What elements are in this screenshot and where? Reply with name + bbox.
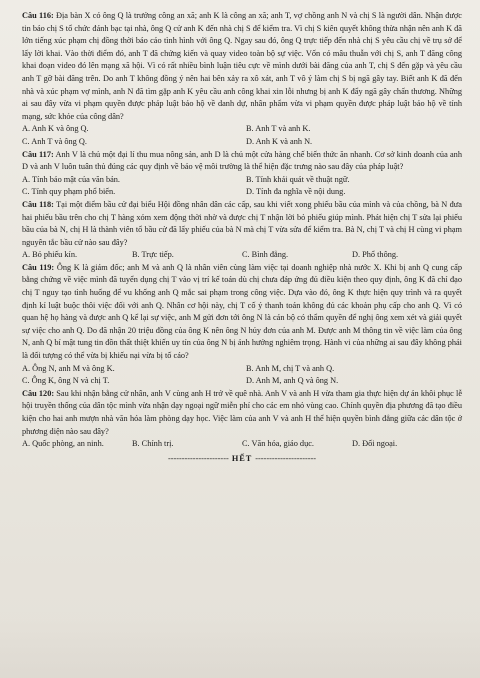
question-number: Câu 116: (22, 11, 54, 20)
option-a: A. Anh K và ông Q. (22, 124, 89, 134)
option-a: A. Tính bảo mật của văn bản. (22, 174, 120, 184)
answer-options (22, 249, 462, 262)
option-c: C. Tính quy phạm phổ biến. (22, 187, 116, 197)
question-number: Câu 118: (22, 199, 54, 209)
option-c: C. Văn hóa, giáo dục. (242, 439, 314, 449)
option-d: D. Tính đa nghĩa về nội dung. (246, 187, 346, 197)
option-c: C. Bình đẳng. (242, 250, 289, 260)
question-119 (22, 262, 462, 388)
option-a: A. Bỏ phiếu kín. (22, 250, 78, 260)
question-text: Ông K là giám đốc; anh M và anh Q là nhân viên cùng làm việc tại doanh nghiệp nhà nước X. Khi bị anh Q cung cấp bằng chứng về việc mình đã tuyển dụng chị T vào vị trí kế toán dù chị chưa đáp ứng đủ điều kiện theo quy định, ông K đã chỉ đạo chị T nguy tạo tình huống để vu khống anh Q mắc sai phạm trong công việc. Dựa vào đó, ông K thực hiện quy trình và ra quyết định kỉ luật buộc thôi việc đối với anh Q. Nhân cơ hội này, chị T cố ý thanh toán không đủ các khoản phụ cấp cho anh Q. Vì có quan hệ họ hàng và được anh Q kể lại sự việc, anh M gửi đơn tới ông N là cán bộ có thẩm quyền để nghị ông xem xét và giải quyết sự việc cho anh Q. Do đã nhận 20 triệu đồng của ông K nên ông N hủy đơn của anh M. Được anh M thông tin về việc làm của ông N, anh Q bí mật tung tin đồn thất thiệt khiến uy tín của ông N bị ảnh hưởng nghiêm trọng. Hành vi của những ai sau đây không phải là đối tượng có thể vừa bị khiếu nại vừa bị tố cáo? (22, 262, 462, 361)
question-116-stem (22, 10, 462, 123)
option-c: C. Ông K, ông N và chị T. (22, 376, 110, 386)
option-a: A. Quốc phòng, an ninh. (22, 439, 104, 449)
page-shadow (0, 618, 480, 678)
option-b: B. Anh T và anh K. (246, 124, 311, 134)
end-of-exam-marker (22, 453, 462, 466)
question-text: Sau khi nhận bằng cử nhân, anh V cùng anh H trở về quê nhà. Anh V và anh H vừa tham gia thực hiện dự án khôi phục lễ hội truyền thống của dân tộc mình vừa nhận dạy ngoại ngữ miễn phí cho các em nhỏ vùng cao. Chính quyền địa phương đã tạo điều kiện cho hai anh mượn nhà văn hóa làm phòng dạy học. Việc làm của anh V và anh H thể hiện quyền bình đẳng giữa các dân tộc ở phương diện nào sau đây? (22, 388, 463, 436)
question-number: Câu 119: (22, 262, 55, 272)
option-b: B. Anh M, chị T và anh Q. (246, 363, 335, 373)
question-117 (22, 149, 462, 199)
answer-options (22, 438, 462, 451)
question-117-stem (22, 149, 462, 174)
question-number: Câu 117: (22, 149, 54, 159)
question-text: Địa bàn X có ông Q là trưởng công an xã; anh K là công an xã; anh T, vợ chồng anh N và chị S là người dân. Nhận được tin báo chị S tổ chức đánh bạc tại nhà, ông Q cử anh K đến nhà chị S để kiểm tra. Vì chị S kiên quyết không thừa nhận nên anh K đã lớn tiếng xúc phạm chị đồng thời báo cáo tình hình với ông Q. Ngay sau đó, ông Q trực tiếp đến nhà chị S yêu cầu chị về trụ sở để lấy lời khai. Vào thời điểm đó, anh T đã chứng kiến và quay video toàn bộ sự việc. Vốn có mâu thuẫn với chị S, anh T đăng công khai đoạn video đó lên mạng xã hội. Vì có rất nhiều bình luận tiêu cực về mình dưới bài đăng của anh T, chị S đến gặp và yêu cầu anh T gỡ bài đăng trên. Do anh T không đồng ý nên hai bên xảy ra xô xát, anh T vô ý làm chị S bị ngã gây tay. Biết anh K đã đến nhà và xúc phạm vợ mình, anh N đã tìm gặp anh K yêu cầu anh công khai xin lỗi nhưng bị anh K đẩy ngã gây chấn thương. Những ai sau đây vừa vi phạm quyền được pháp luật bảo hộ về danh dự, nhân phẩm vừa vi phạm quyền được pháp luật bảo hộ về tính mạng, sức khỏe của công dân? (22, 11, 462, 121)
end-label: HẾT (231, 453, 253, 463)
option-b: B. Tính khái quát về thuật ngữ. (246, 174, 350, 184)
question-118-stem (22, 199, 462, 249)
option-b: B. Trực tiếp. (132, 250, 174, 260)
question-number: Câu 120: (22, 388, 55, 398)
question-text: Tại một điểm bầu cử đại biểu Hội đồng nhân dân các cấp, sau khi viết xong phiếu bầu của mình và của chồng, bà N đưa hai phiếu bầu trên cho chị T hàng xóm xem động thời nhờ và được chị T nhận lời bỏ phiếu giúp mình. Phát hiện chị T sửa lại phiếu bầu của bà N, chị H là thành viên tổ bầu cử đã lấy phiếu của bà N mà chị T vừa sửa để kiểm tra. Bà N, chị T và chị H cùng vi phạm nguyên tắc bầu cử nào sau đây? (22, 199, 462, 247)
option-b: B. Chính trị. (132, 439, 174, 449)
option-d: D. Anh K và anh N. (246, 136, 313, 146)
question-120 (22, 388, 462, 451)
divider-left: ---------------------- (167, 453, 229, 463)
divider-right: ---------------------- (255, 453, 317, 463)
option-a: A. Ông N, anh M và ông K. (22, 363, 115, 373)
question-116 (22, 10, 462, 149)
option-d: D. Anh M, anh Q và ông N. (246, 376, 339, 386)
question-text: Anh V là chủ một đại lí thu mua nông sản, anh D là chủ một cửa hàng chế biến thức ăn nhanh. Cơ sở kinh doanh của anh D và anh V luôn tuân thủ đúng các quy định về bảo vệ môi trường là thể hiện đặc trưng nào sau đây của pháp luật? (22, 149, 462, 172)
option-c: C. Anh T và ông Q. (22, 136, 87, 146)
option-d: D. Phổ thông. (352, 250, 399, 260)
option-d: D. Đối ngoại. (352, 439, 398, 449)
question-120-stem (22, 388, 462, 438)
answer-options (22, 174, 462, 199)
answer-options (22, 363, 462, 388)
answer-options (22, 123, 462, 148)
question-119-stem (22, 262, 462, 363)
question-118 (22, 199, 462, 262)
